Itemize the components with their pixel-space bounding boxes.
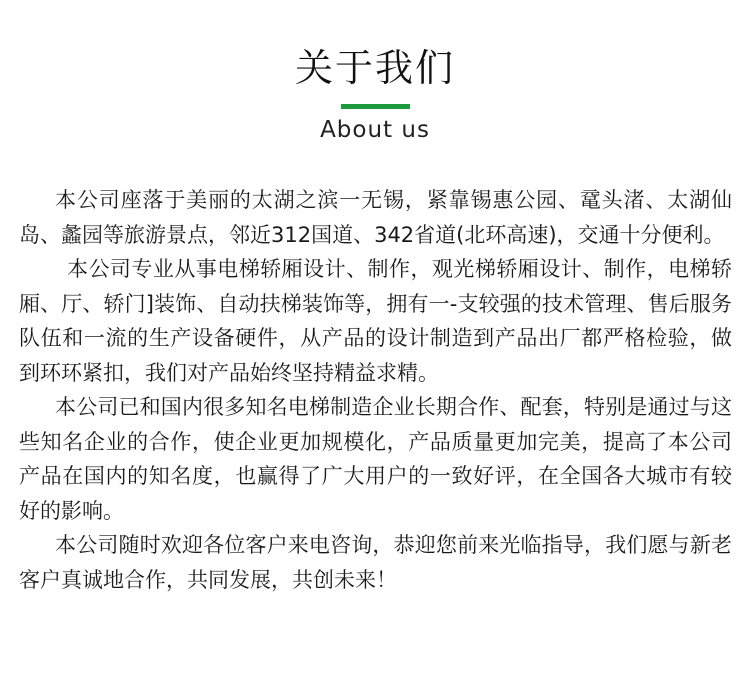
about-content xyxy=(19,183,732,597)
paragraph-location: 本公司座落于美丽的太湖之滨一无锡，紧靠锡惠公园、鼋头渚、太湖仙岛、蠡园等旅游景点，邻近312国道、342省道(北环高速)，交通十分便利。 xyxy=(19,188,732,247)
page-title: 关于我们 xyxy=(294,46,455,90)
paragraph-business: 本公司专业从事电梯轿厢设计、制作，观光梯轿厢设计、制作，电梯轿厢、厅、轿门]装饰、自动扶梯装饰等，拥有一-支较强的技术管理、售后服务队伍和一流的生产设备硬件，从产品的设计制造到产品出厂都严格检验，做到环环紧扣，我们对产品始终坚持精益求精。 xyxy=(19,257,732,385)
paragraph-partnership: 本公司已和国内很多知名电梯制造企业长期合作、配套，特别是通过与这些知名企业的合作，使企业更加规模化，产品质量更加完美，提高了本公司产品在国内的知名度，也赢得了广大用户的一致好评，在全国各大城市有较好的影响。 xyxy=(19,395,732,523)
page-subtitle: About us xyxy=(320,117,430,143)
paragraph-welcome: 本公司随时欢迎各位客户来电咨询，恭迎您前来光临指导，我们愿与新老客户真诚地合作，共同发展，共创未来！ xyxy=(19,533,732,592)
title-underline xyxy=(341,104,410,109)
